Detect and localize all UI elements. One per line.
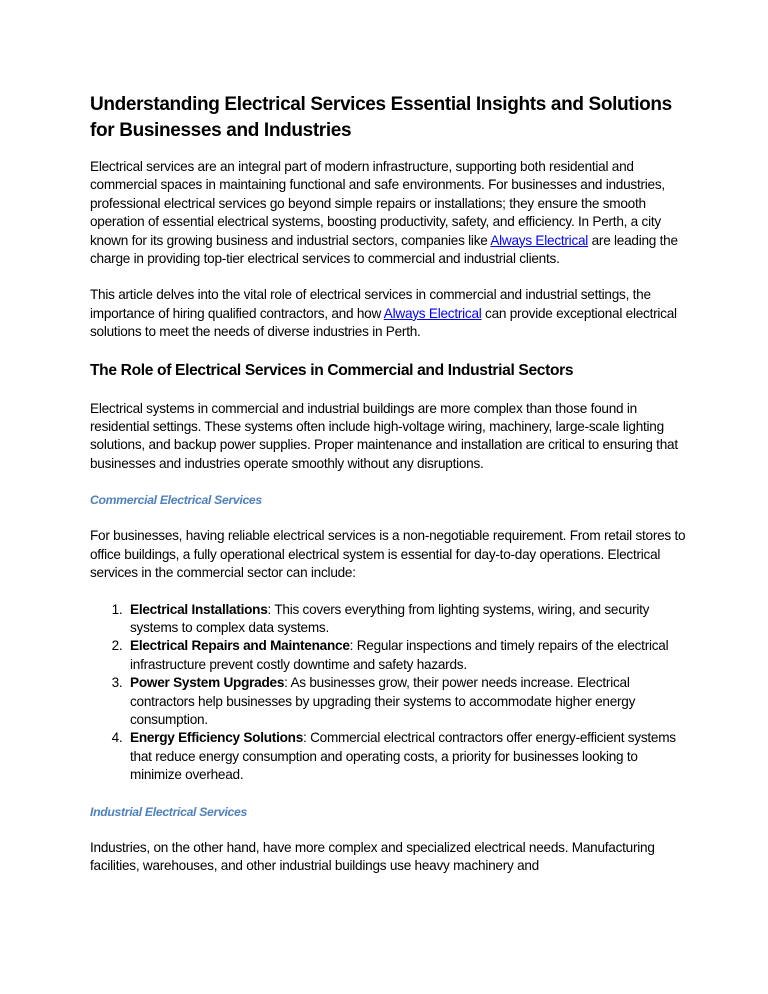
article-paragraph [90, 286, 690, 341]
list-item [126, 729, 690, 784]
industrial-paragraph: Industries, on the other hand, have more complex and specialized electrical needs. Manufacturing facilities, warehouses, and other industrial buildings use heavy machinery and [90, 839, 655, 873]
list-item-description: : Commercial electrical contractors offer energy-efficient systems that reduce energy consumption and operating costs, a priority for businesses looking to minimize overhead. [130, 730, 676, 783]
commercial-services-list [90, 601, 690, 785]
list-item-term: Electrical Installations [130, 601, 268, 617]
intro-text-after: are leading the charge in providing top-tier electrical services to commercial and industrial clients. [90, 232, 678, 267]
industrial-heading: Industrial Electrical Services [90, 804, 247, 819]
intro-text-before: Electrical services are an integral part of modern infrastructure, supporting both residential and commercial spaces in maintaining functional and safe environments. For businesses and industries, professional electrical services go beyond simple repairs or installations; they ensure the smooth operation of essential electrical systems, boosting productivity, safety, and efficiency. In Perth, a city known for its growing business and industrial sectors, companies like [90, 159, 665, 248]
commercial-paragraph: For businesses, having reliable electrical services is a non-negotiable requirement. From retail stores to office buildings, a fully operational electrical system is essential for day-to-day operations. Electrical services in the commercial sector can include: [90, 528, 686, 581]
article-text-before: This article delves into the vital role of electrical services in commercial and industrial settings, the importance of hiring qualified contractors, and how [90, 287, 651, 321]
article-text-after: can provide exceptional electrical solutions to meet the needs of diverse industries in Perth. [90, 305, 677, 340]
commercial-heading: Commercial Electrical Services [90, 493, 262, 508]
document-title: Understanding Electrical Services Essential Insights and Solutions for Businesses and Industries [90, 94, 672, 141]
list-item [126, 637, 690, 674]
list-item-term: Electrical Repairs and Maintenance [130, 638, 350, 654]
list-item-term: Power System Upgrades [130, 675, 285, 691]
list-item-term: Energy Efficiency Solutions [130, 730, 304, 746]
list-item-description: : As businesses grow, their power needs increase. Electrical contractors help businesses by upgrading their systems to accommodate higher energy consumption. [130, 675, 636, 727]
document-page [90, 92, 690, 893]
always-electrical-link[interactable]: Always Electrical [383, 305, 482, 321]
always-electrical-link[interactable]: Always Electrical [490, 232, 589, 248]
section-paragraph: Electrical systems in commercial and industrial buildings are more complex than those found in residential settings. These systems often include high-voltage wiring, machinery, large-scale lighting solutions, and backup power supplies. Proper maintenance and installation are critical to ensuring that businesses and industries operate smoothly without any disruptions. [90, 400, 678, 471]
list-item-description: : Regular inspections and timely repairs of the electrical infrastructure prevent costly downtime and safety hazards. [130, 638, 669, 672]
list-item-description: : This covers everything from lighting systems, wiring, and security systems to complex data systems. [130, 601, 650, 635]
list-item [126, 674, 690, 729]
list-item [126, 601, 690, 638]
section-heading: The Role of Electrical Services in Commercial and Industrial Sectors [90, 361, 574, 379]
intro-paragraph [90, 158, 690, 268]
